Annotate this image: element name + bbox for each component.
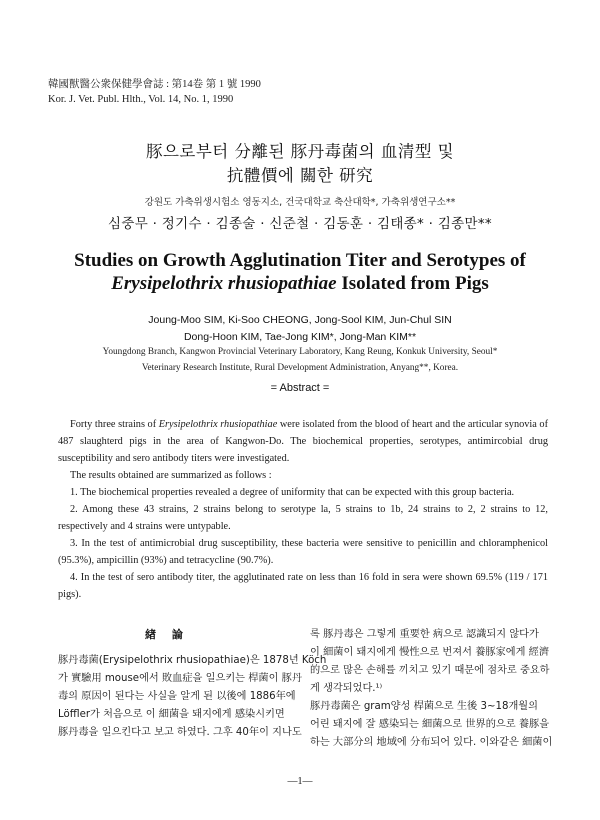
korean-authors: 심중무 · 정기수 · 김종술 · 신준철 · 김동훈 · 김태종* · 김종만** [108, 216, 492, 232]
abstract-p1-start: Forty three strains of [70, 419, 159, 430]
abstract-species-name: Erysipelothrix rhusiopathiae [158, 419, 278, 430]
right-column-line: 豚丹毒菌은 gram양성 桿菌으로 生後 3~18개월의 [310, 701, 538, 712]
left-column-line: 豚丹毒을 일으킨다고 보고 하였다. 그후 40年이 지나도 [58, 727, 302, 738]
left-column-line: 毒의 原因이 된다는 사실을 알게 된 以後에 1886年에 [58, 691, 296, 702]
left-column [58, 652, 327, 742]
abstract-heading: = Abstract = [270, 382, 330, 394]
korean-title-line-1: 豚으로부터 分離된 豚丹毒菌의 血清型 및 [145, 142, 455, 161]
right-column-line: 록 豚丹毒은 그렇게 重要한 病으로 認識되지 않다가 [310, 629, 539, 640]
english-affiliation-line-1: Youngdong Branch, Kangwon Provincial Veterinary Laboratory, Kang Reung, Konkuk University, Seoul* [102, 347, 498, 357]
korean-affiliation: 강원도 가축위생시험소 영동지소, 건국대학교 축산대학*, 가축위생연구소** [144, 197, 456, 208]
right-column-line: 게 생각되었다.¹⁾ [310, 683, 383, 694]
introduction-heading: 緖 論 [145, 628, 189, 641]
english-title-line-2 [0, 272, 600, 296]
korean-title-line-2: 抗體價에 關한 研究 [226, 166, 374, 185]
page-number: —1— [287, 776, 313, 787]
journal-reference-korean: 韓國獸醫公衆保健學會誌 : 第14卷 第 1 號 1990 [48, 79, 261, 90]
right-column-line: 하는 大部分의 地域에 分布되어 있다. 이와같은 細菌이 [310, 737, 553, 748]
abstract-body [58, 416, 548, 603]
abstract-result-3: 3. In the test of antimicrobial drug susceptibility, these bacteria were sensitive to penicillin and chloramphenicol (95.3%), ampicillin (93%) and tetracycline (90.7%). [58, 538, 548, 566]
english-authors-line-2: Dong-Hoon KIM, Tae-Jong KIM*, Jong-Man KIM** [183, 331, 417, 343]
left-column-line: 가 實驗用 mouse에서 敗血症을 일으키는 桿菌이 豚丹 [58, 673, 303, 684]
right-column-line: 이 細菌이 돼지에게 慢性으로 번져서 養豚家에게 經濟 [310, 647, 550, 658]
journal-reference-english: Kor. J. Vet. Publ. Hlth., Vol. 14, No. 1, 1990 [48, 94, 234, 105]
english-affiliation-line-2: Veterinary Research Institute, Rural Development Administration, Anyang**, Korea. [141, 363, 459, 373]
english-authors-line-1: Joung-Moo SIM, Ki-Soo CHEONG, Jong-Sool KIM, Jun-Chul SIN [148, 314, 452, 326]
abstract-p1-end: were isolated from the blood of heart and the articular synovia of 487 slaughterd pigs in the area of Kangwon-Do. The biochemical properties, serotypes, antimircobial drug susceptibility and sero antibody titers were investigated. [58, 419, 548, 464]
abstract-result-1: 1. The biochemical properties revealed a degree of uniformity that can be expected with this group bacteria. [70, 487, 515, 498]
english-title-line-1: Studies on Growth Agglutination Titer and Serotypes of [74, 250, 526, 271]
abstract-result-4: 4. In the test of sero antibody titer, the agglutinated rate on less than 16 fold in sera were shown 69.5% (119 / 171 pigs). [58, 572, 548, 600]
species-name: Erysipelothrix rhusiopathiae [111, 273, 337, 294]
abstract-paragraph-1 [58, 416, 548, 467]
right-column-line: 的으로 많은 손해를 끼치고 있기 때문에 점차로 중요하 [310, 665, 550, 676]
left-column-line: 豚丹毒菌(Erysipelothrix rhusiopathiae)은 1878년 Köch [58, 655, 327, 666]
abstract-paragraph-2: The results obtained are summarized as follows : [70, 470, 272, 481]
left-column-line: Löffler가 처음으로 이 細菌을 돼지에게 感染시키면 [58, 709, 285, 720]
english-title-line-2-rest: Isolated from Pigs [336, 273, 489, 294]
right-column [310, 626, 553, 752]
abstract-result-2: 2. Among these 43 strains, 2 strains belong to serotype la, 5 strains to 1b, 24 strains to 2, 2 strains to 12, respectively and 4 strains were untypable. [58, 504, 548, 532]
right-column-line: 어린 돼지에 잘 感染되는 細菌으로 世界的으로 養豚을 [310, 719, 550, 730]
